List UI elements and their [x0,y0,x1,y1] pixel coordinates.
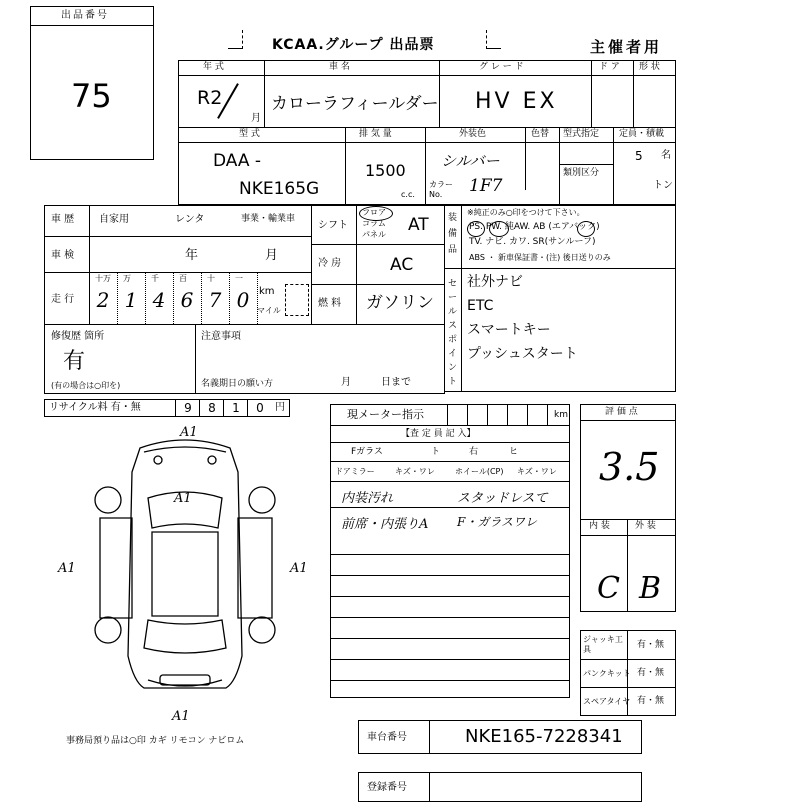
mileage-digit: 0 [236,288,250,312]
lot-number: 75 [71,77,112,115]
evaluation-label: 評 価 点 [605,407,638,417]
sales-points-block [444,268,676,392]
mileage-place-label: 十 [207,274,215,283]
inspector-comment-1: 内装汚れ [341,491,394,506]
type-designation-label: 型式指定 [563,129,600,139]
inspector-comment-4: F・ガラスワレ [457,515,537,529]
mileage-digit: 1 [124,288,138,312]
usage-option-rental: レンタ [175,214,205,225]
corner-mark-right [486,30,501,49]
exterior-label: 外 装 [635,521,656,531]
deadline-month: 月 [341,377,351,388]
mileage-digit: 6 [180,288,194,312]
exterior-color-label: 外装色 [459,129,487,139]
inspector-block [330,404,570,698]
registration-label: 登録番号 [367,782,407,793]
accessory-spare-value: 有・無 [637,696,665,706]
ac-value: AC [390,255,414,275]
notes-label: 注意事項 [201,331,241,342]
mileage-cell [173,272,202,324]
door-label: ド ア [599,62,620,72]
mileage-mile-box [285,284,309,316]
displacement-value: 1500 [365,161,406,180]
ruled-line [331,680,569,681]
capacity-label: 定員・積載 [619,129,665,139]
wheel-value: キズ・ワレ [517,467,557,476]
grade-label: グ レ ー ド [479,62,524,72]
damage-mark-hood: A1 [174,491,192,506]
repair-note: (有の場合は○印を) [51,381,121,390]
model-label: 型 式 [239,129,260,139]
repair-label: 修復歴 箇所 [51,331,105,342]
equipment-line-3: ABS ・ 新車保証書・(注) 後日送りのみ [469,253,611,262]
inspector-ruled-lines [331,533,569,699]
mileage-place-label: 千 [151,274,159,283]
shift-option-column: コラム [362,219,386,228]
recycle-digits [175,400,271,416]
accessory-spare-label: スペアタイヤ [583,697,631,706]
sales-point-2: ETC [467,298,494,314]
sales-point-4: プッシュスタート [467,346,578,362]
fuel-label: 燃 料 [318,298,342,309]
inspector-comment-2: スタッドレスて [457,491,548,506]
damage-mark-right: A1 [290,561,308,576]
interior-grade: C [597,571,620,606]
equipment-line-2: TV. ナビ. カワ. SR(サンルーフ) [469,237,596,247]
accessory-jack-label: ジャッキ工具 [583,635,623,654]
mileage-cell [89,272,118,324]
mileage-cell [201,272,230,324]
mirror-label: ドアミラー [335,467,375,476]
capacity-value: 5 [635,149,643,163]
trim-label: 色替 [531,129,550,139]
year-month-suffix: 月 [251,113,261,124]
inspection-month: 月 [265,248,279,263]
exterior-grade: B [639,571,662,606]
mileage-cell [117,272,146,324]
accessories-block [580,630,676,716]
capacity-unit: 名 [661,150,671,161]
car-damage-diagram [40,420,330,720]
damage-mark-left: A1 [58,561,76,576]
equipment-circle-pw [489,221,509,237]
mileage-digit: 2 [96,288,110,312]
wheel-label: ホイール(CP) [455,467,504,476]
equipment-circle-ab [577,221,595,237]
drivetrain-block [311,205,445,325]
recycle-unit: 円 [275,402,285,413]
shift-label: シフト [318,220,348,231]
lot-number-label: 出品番号 [61,10,109,21]
shift-option-floor: フロア [362,208,386,217]
mileage-cell [229,272,258,324]
recycle-block [44,399,290,417]
chassis-block [358,720,642,754]
page-title: KCAA.グループ 出品票 [272,37,435,53]
deadline-day: 日まで [381,377,411,388]
meter-label: 現メーター指示 [347,408,424,421]
recycle-digit: 9 [175,400,200,416]
glass-label: Fガラス [351,447,383,457]
equipment-label: 装備品 [448,213,458,255]
load-unit: トン [653,180,673,191]
equipment-line-1: PS. PW. 純AW. AB (エアバック) [469,222,600,232]
mileage-digit: 7 [208,288,222,312]
usage-option-private: 自家用 [99,214,129,225]
model-code: NKE165G [239,179,320,199]
history-block [44,205,312,325]
fuel-value: ガソリン [366,293,434,313]
recycle-digit: 0 [247,400,272,416]
diagram-footnote: 事務局預り品は○印 カギ リモコン ナビロム [66,736,245,746]
shift-option-panel: パネル [362,230,386,239]
sales-points-label: セールスポイント [448,279,458,387]
inspection-year: 年 [185,248,199,263]
car-name-label: 車 名 [329,62,350,72]
shift-value: AT [408,215,429,235]
displacement-label: 排 気 量 [359,129,392,139]
evaluation-block [580,404,676,612]
mileage-place-label: 百 [179,274,187,283]
mileage-place-label: 一 [235,274,243,283]
mirror-value: キズ・ワレ [395,467,435,476]
damage-mark-rear: A1 [172,709,190,720]
mileage-digits [89,272,279,324]
registration-block [358,772,642,802]
exterior-color-value: シルバー [441,152,500,170]
chassis-number: NKE165-7228341 [465,726,623,747]
sales-point-1: 社外ナビ [467,274,523,290]
accessory-puncture-label: パンクキット [583,669,631,678]
recycle-label: リサイクル料 有・無 [49,402,141,413]
ruled-line [331,596,569,597]
car-name: カローラフィールダー [271,94,439,114]
mileage-place-label: 万 [123,274,131,283]
mileage-cell [145,272,174,324]
year-era: R2 [197,87,223,109]
ruled-line [331,659,569,660]
accessory-jack-value: 有・無 [637,640,665,650]
ruled-line [331,575,569,576]
category-label: 類別区分 [563,168,600,178]
corner-mark-left [228,30,243,49]
usage-label: 車 歴 [51,214,75,225]
ac-label: 冷 房 [318,258,342,269]
sales-point-3: スマートキー [467,322,551,338]
accessory-puncture-value: 有・無 [637,668,665,678]
recycle-digit: 1 [223,400,248,416]
mileage-unit-mile: マイル [257,306,281,315]
year-label: 年 式 [203,62,224,72]
damage-mark-front: A1 [180,425,198,440]
vehicle-row-2 [178,127,676,205]
equipment-block [444,205,676,269]
mileage-place-label: 十万 [95,274,111,283]
ruled-line [331,554,569,555]
glass-option-left: ヒ [509,447,519,457]
chassis-label: 車台番号 [367,732,407,743]
cc-unit: c.c. [401,190,415,199]
model-prefix: DAA - [213,151,262,171]
equipment-note: ※純正のみ○印をつけて下さい。 [467,208,585,217]
recycle-digit: 8 [199,400,224,416]
glass-option-right: 右 [469,447,479,457]
mileage-unit-km: km [259,286,275,297]
meter-unit: km [554,410,568,420]
organizer-label: 主催者用 [590,38,663,56]
ruled-line [331,638,569,639]
interior-label: 内 装 [589,521,610,531]
inspector-comment-3: 前席・内張りA [341,517,429,532]
ruled-line [331,617,569,618]
color-no-label: カラー No. [429,180,453,199]
inspection-label: 車 検 [51,250,75,261]
deadline-label: 名義期日の願い方 [201,379,274,389]
shift-circle [359,206,393,221]
inspector-label: 【査 定 員 記 入】 [401,429,476,439]
grade-value: HV EX [475,89,558,114]
repair-notes-block [44,324,445,394]
glass-option-top: ト [431,447,441,457]
evaluation-score: 3.5 [599,445,660,489]
vehicle-row-1 [178,60,676,128]
repair-value: 有 [63,349,86,374]
usage-option-business: 事業・輸業車 [241,214,296,224]
lot-number-box [30,6,154,160]
shape-label: 形 状 [639,62,660,72]
color-no-value: 1F7 [469,176,503,196]
equipment-circle-ps [467,221,485,237]
mileage-label: 走 行 [51,294,75,305]
mileage-digit: 4 [152,288,166,312]
